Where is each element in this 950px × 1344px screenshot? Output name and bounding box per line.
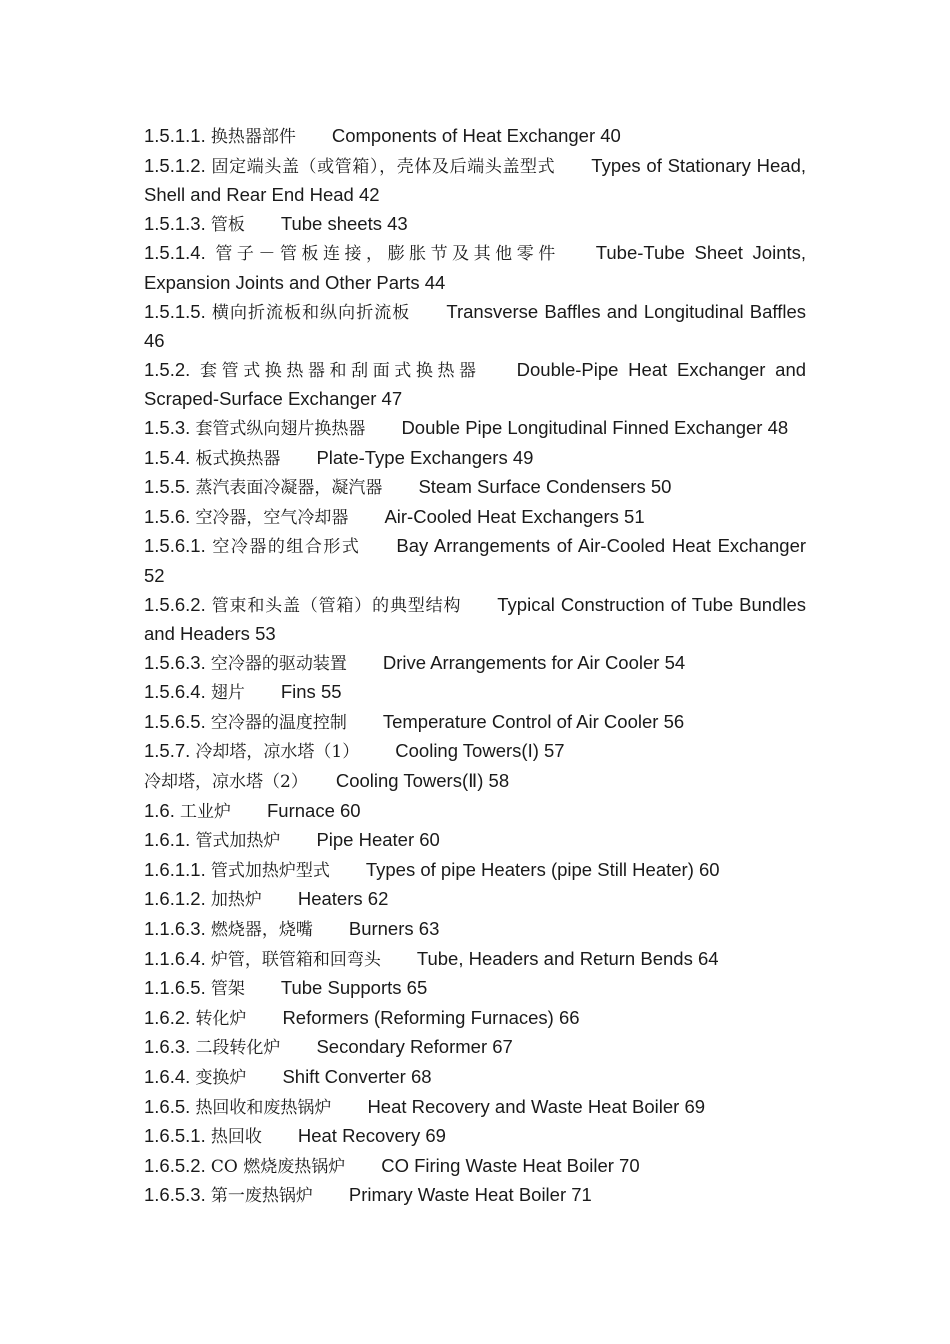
toc-entry — [144, 1063, 806, 1093]
toc-entry — [144, 298, 806, 356]
entry-english-title: Cooling Towers(I) 57 — [395, 740, 565, 762]
entry-chinese-title: 第一废热锅炉 — [210, 1186, 313, 1207]
entry-english-title: Temperature Control of Air Cooler 56 — [382, 710, 685, 732]
entry-english-title: Furnace 60 — [267, 799, 361, 821]
entry-chinese-title: 套管式纵向翅片换热器 — [195, 418, 366, 439]
entry-chinese-title: 炉管，联管箱和回弯头 — [210, 949, 381, 970]
entry-number: 1.6.4. — [144, 1066, 191, 1087]
toc-entry — [144, 239, 806, 297]
toc-entry — [144, 210, 806, 240]
toc-entry — [144, 444, 806, 474]
entry-chinese-title: 热回收 — [210, 1127, 262, 1148]
entry-number: 1.5.1.3. — [144, 212, 206, 234]
toc-entry — [144, 678, 806, 708]
entry-number: 1.5.6.2. — [144, 593, 206, 615]
toc-entry — [144, 122, 806, 152]
toc-entry — [144, 356, 806, 414]
entry-english-title: Double-Pipe Heat Exchanger and Scraped-Surface Exchanger 47 — [144, 358, 807, 410]
entry-chinese-title: 空冷器的温度控制 — [210, 712, 347, 733]
entry-english-title: CO Firing Waste Heat Boiler 70 — [381, 1154, 640, 1176]
entry-english-title: Secondary Reformer 67 — [316, 1036, 513, 1058]
entry-english-title: Tube sheets 43 — [280, 212, 408, 234]
entry-chinese-title: 套管式换热器和刮面式换热器 — [200, 360, 481, 381]
entry-chinese-title: 冷却塔，凉水塔（1） — [195, 742, 360, 763]
toc-entry — [144, 152, 806, 210]
entry-number: 1.5.6.3. — [144, 651, 206, 673]
entry-english-title: Double Pipe Longitudinal Finned Exchanger 48 — [401, 416, 789, 438]
entry-english-title: Tube-Tube Sheet Joints, Expansion Joints and Other Parts 44 — [144, 242, 807, 293]
entry-english-title: Types of pipe Heaters (pipe Still Heater) 60 — [365, 858, 720, 880]
entry-chinese-title: 空冷器的组合形式 — [212, 537, 361, 558]
entry-number: 1.5.7. — [144, 740, 191, 762]
entry-english-title: Heat Recovery and Waste Heat Boiler 69 — [367, 1095, 706, 1117]
toc-entry — [144, 885, 806, 915]
entry-chinese-title: 变换炉 — [195, 1068, 247, 1088]
entry-number: 1.6.5.3. — [144, 1184, 206, 1206]
entry-number: 1.5.6.4. — [144, 681, 206, 703]
entry-number: 1.5.5. — [144, 476, 191, 498]
entry-number: 1.5.1.1. — [144, 125, 206, 146]
entry-chinese-title: 板式换热器 — [195, 448, 281, 469]
entry-chinese-title: 工业炉 — [180, 801, 231, 822]
entry-number: 1.6.5.2. — [144, 1154, 206, 1176]
entry-chinese-title: 空冷器，空气冷却器 — [195, 507, 349, 528]
entry-number: 1.5.1.4. — [144, 242, 206, 264]
entry-chinese-title: 蒸汽表面冷凝器，凝汽器 — [195, 478, 383, 499]
entry-chinese-title: 管板 — [210, 214, 245, 235]
toc-entry — [144, 737, 806, 767]
entry-number: 1.5.4. — [144, 446, 191, 468]
entry-number: 1.5.6.5. — [144, 710, 206, 732]
entry-number: 1.5.1.2. — [144, 154, 206, 176]
entry-english-title: Typical Construction of Tube Bundles and Headers 53 — [144, 593, 807, 645]
entry-english-title: Heaters 62 — [297, 888, 389, 910]
entry-chinese-title: 二段转化炉 — [195, 1038, 281, 1059]
toc-entry — [144, 856, 806, 886]
entry-english-title: Tube, Headers and Return Bends 64 — [416, 947, 719, 969]
toc-entry — [144, 708, 806, 738]
entry-chinese-title: 翅片 — [210, 683, 245, 704]
entry-number: 1.5.1.5. — [144, 300, 206, 322]
entry-number: 1.6.1.1. — [144, 858, 206, 880]
entry-english-title: Pipe Heater 60 — [316, 829, 440, 851]
entry-chinese-title: 转化炉 — [195, 1008, 247, 1029]
toc-entry — [144, 503, 806, 533]
entry-number: 1.6.1.2. — [144, 888, 206, 910]
entry-english-title: Air-Cooled Heat Exchangers 51 — [384, 505, 645, 527]
entry-chinese-title: 管式加热炉型式 — [210, 860, 330, 881]
entry-chinese-title: 管架 — [210, 979, 245, 1000]
entry-chinese-title: 换热器部件 — [210, 127, 296, 147]
toc-entry — [144, 945, 806, 975]
toc-entry — [144, 974, 806, 1004]
entry-chinese-title: 固定端头盖（或管箱），壳体及后端头盖型式 — [211, 156, 556, 177]
entry-number: 1.1.6.3. — [144, 918, 206, 940]
entry-number: 1.5.6.1. — [144, 535, 206, 557]
entry-chinese-title: 热回收和废热锅炉 — [195, 1097, 332, 1118]
entry-number: 1.5.3. — [144, 416, 191, 438]
entry-english-title: Steam Surface Condensers 50 — [418, 476, 672, 498]
entry-number: 1.1.6.5. — [144, 977, 206, 999]
entry-number: 1.6.5.1. — [144, 1125, 206, 1147]
entry-number: 1.6.3. — [144, 1036, 191, 1058]
entry-chinese-title: 管子－管板连接，膨胀节及其他零件 — [215, 244, 560, 265]
entry-number: 1.6.2. — [144, 1006, 191, 1028]
toc-entry — [144, 649, 806, 679]
entry-english-title: Heat Recovery 69 — [297, 1125, 446, 1147]
toc-entry — [144, 1093, 806, 1123]
entry-chinese-title: 加热炉 — [210, 890, 262, 911]
entry-english-title: Tube Supports 65 — [280, 977, 428, 999]
entry-english-title: Plate-Type Exchangers 49 — [316, 446, 534, 468]
toc-entry — [144, 1181, 806, 1211]
entry-number: 1.6.1. — [144, 829, 191, 851]
toc-entry — [144, 1152, 806, 1182]
entry-english-title: Bay Arrangements of Air-Cooled Heat Exchanger 52 — [144, 535, 807, 586]
entry-chinese-title: 管式加热炉 — [195, 831, 281, 852]
entry-english-title: Drive Arrangements for Air Cooler 54 — [382, 651, 686, 673]
entry-english-title: Reformers (Reforming Furnaces) 66 — [282, 1006, 580, 1028]
entry-english-title: Burners 63 — [348, 918, 440, 940]
toc-entry — [144, 915, 806, 945]
entry-number: 1.5.6. — [144, 505, 191, 527]
entry-chinese-title: 空冷器的驱动装置 — [210, 653, 347, 674]
entry-english-title: Types of Stationary Head, Shell and Rear End Head 42 — [144, 154, 807, 206]
toc-page — [144, 122, 806, 1211]
entry-chinese-title: CO 燃烧废热锅炉 — [210, 1156, 346, 1177]
entry-english-title: Cooling Towers(Ⅱ) 58 — [335, 770, 510, 792]
entry-number: 1.5.2. — [144, 358, 191, 380]
entry-english-title: Components of Heat Exchanger 40 — [331, 125, 621, 146]
toc-entry — [144, 797, 806, 827]
entry-english-title: Fins 55 — [280, 681, 342, 703]
toc-entry — [144, 414, 806, 444]
entry-chinese-title: 管束和头盖（管箱）的典型结构 — [211, 595, 462, 616]
entry-number: 1.6.5. — [144, 1095, 191, 1117]
entry-english-title: Shift Converter 68 — [282, 1066, 432, 1087]
toc-entry — [144, 473, 806, 503]
toc-entry — [144, 767, 806, 797]
entry-chinese-title: 冷却塔，凉水塔（2） — [144, 772, 308, 793]
entry-english-title: Primary Waste Heat Boiler 71 — [348, 1184, 592, 1206]
toc-entry — [144, 1033, 806, 1063]
entry-english-title: Transverse Baffles and Longitudinal Baffles 46 — [144, 300, 807, 352]
toc-entry — [144, 591, 806, 649]
entry-chinese-title: 燃烧器，烧嘴 — [210, 920, 313, 941]
toc-entry — [144, 826, 806, 856]
entry-number: 1.1.6.4. — [144, 947, 206, 969]
toc-entry — [144, 532, 806, 590]
entry-chinese-title: 横向折流板和纵向折流板 — [211, 302, 411, 323]
toc-entry — [144, 1122, 806, 1152]
toc-entry — [144, 1004, 806, 1034]
entry-number: 1.6. — [144, 799, 175, 821]
